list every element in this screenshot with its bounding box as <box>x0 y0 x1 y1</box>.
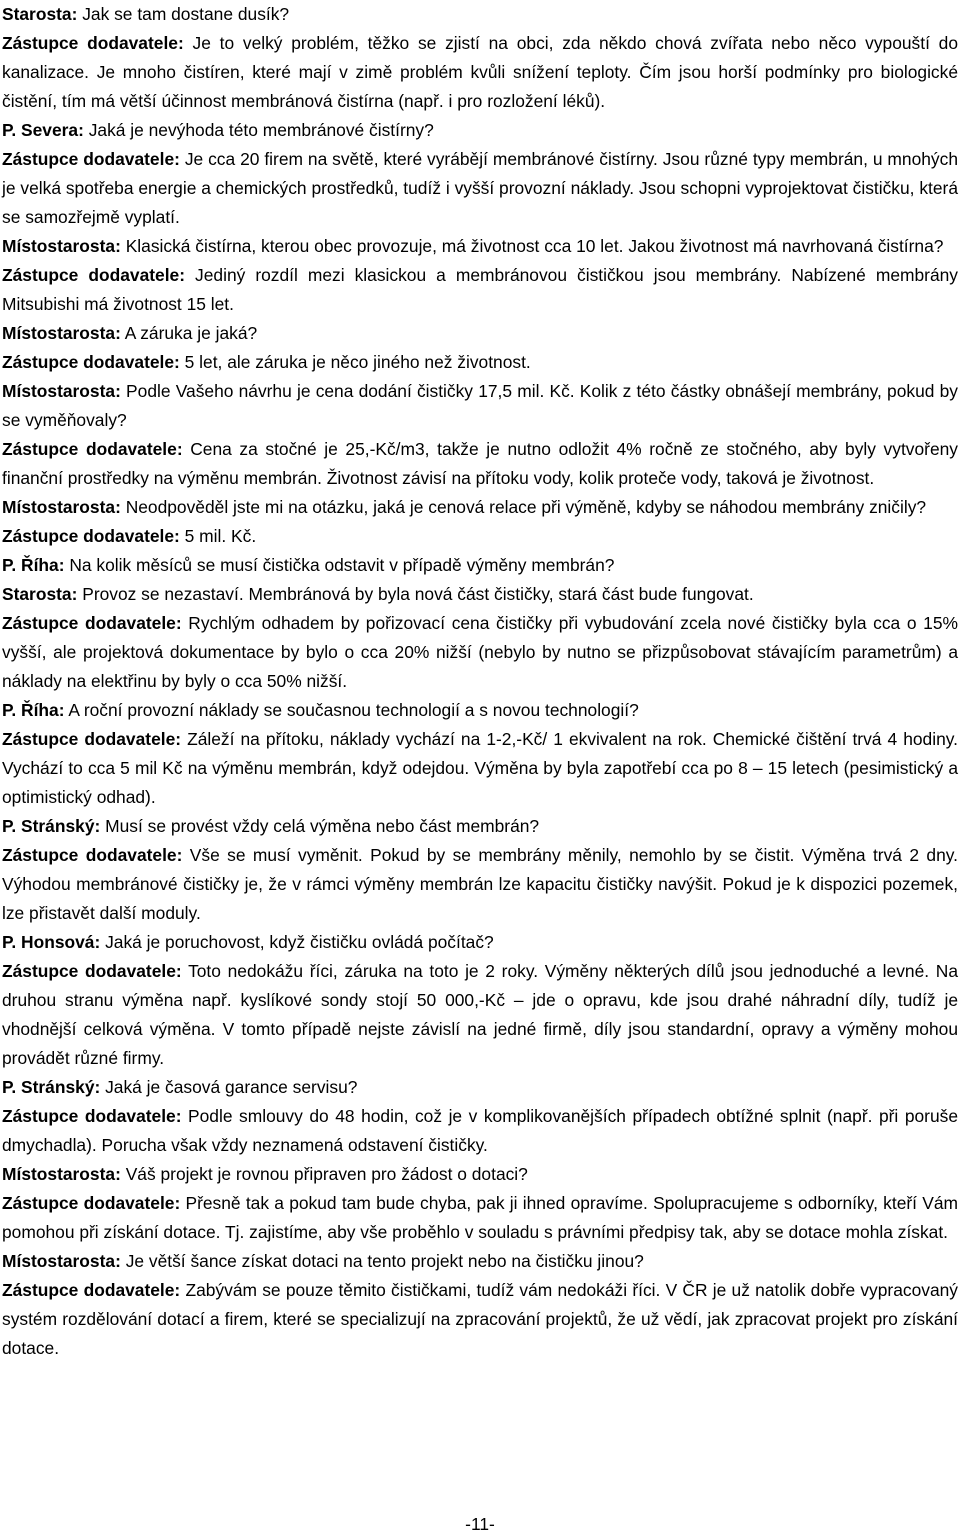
speech-text: Jaká je časová garance servisu? <box>100 1077 358 1097</box>
transcript-paragraph <box>2 725 958 812</box>
speaker-name: Zástupce dodavatele: <box>2 1106 182 1126</box>
speech-text: Záleží na přítoku, náklady vychází na 1-2,-Kč/ 1 ekvivalent na rok. Chemické čištění trvá 4 hodiny. Vychází to cca 5 mil Kč na výměnu membrán, když odejdou. Výměna by byla zapotřebí cca po 8 – 15 letech (pesimistický a optimistický odhad). <box>2 729 958 807</box>
speech-text: Cena za stočné je 25,-Kč/m3, takže je nutno odložit 4% ročně ze stočného, aby byly vytvořeny finanční prostředky na výměnu membrán. Životnost závisí na přítoku vody, kolik proteče vody, taková je životnost. <box>2 439 958 488</box>
transcript-paragraph <box>2 841 958 928</box>
speech-text: Je to velký problém, těžko se zjistí na obci, zda někdo chová zvířata nebo něco vypouští do kanalizace. Je mnoho čistíren, které mají v zimě problém kvůli snížení teploty. Čím jsou horší podmínky pro biologické čistění, tím má větší účinnost membránová čistírna (např. i pro rozložení léků). <box>2 33 958 111</box>
speaker-name: Zástupce dodavatele: <box>2 1193 181 1213</box>
transcript-paragraph <box>2 493 958 522</box>
speech-text: Musí se provést vždy celá výměna nebo část membrán? <box>100 816 540 836</box>
transcript-paragraph <box>2 1247 958 1276</box>
speaker-name: Místostarosta: <box>2 1164 121 1184</box>
transcript-paragraph <box>2 1160 958 1189</box>
speech-text: Neodpověděl jste mi na otázku, jaká je cenová relace při výměně, kdyby se náhodou membrány zničily? <box>120 497 927 517</box>
speech-text: Rychlým odhadem by pořizovací cena čističky při vybudování zcela nové čističky byla cca o 15% vyšší, ale projektová dokumentace by bylo o cca 20% nižší (nebylo by nutno se přizpůsobovat stávajícím parametrům) a náklady na elektřinu by byly o cca 50% nižší. <box>2 613 958 691</box>
transcript-paragraph <box>2 116 958 145</box>
transcript-paragraph <box>2 1073 958 1102</box>
speaker-name: Zástupce dodavatele: <box>2 265 186 285</box>
transcript-paragraph <box>2 0 958 29</box>
transcript-paragraph <box>2 551 958 580</box>
speaker-name: Místostarosta: <box>2 1251 121 1271</box>
speech-text: Jediný rozdíl mezi klasickou a membránovou čističkou jsou membrány. Nabízené membrány Mitsubishi má životnost 15 let. <box>2 265 958 314</box>
speech-text: Váš projekt je rovnou připraven pro žádost o dotaci? <box>120 1164 528 1184</box>
speaker-name: P. Říha: <box>2 700 65 720</box>
transcript-paragraph <box>2 377 958 435</box>
speaker-name: Místostarosta: <box>2 381 121 401</box>
transcript-paragraph <box>2 928 958 957</box>
transcript-paragraph <box>2 319 958 348</box>
transcript-paragraph <box>2 29 958 116</box>
speech-text: 5 let, ale záruka je něco jiného než životnost. <box>179 352 531 372</box>
transcript-paragraph <box>2 580 958 609</box>
speaker-name: P. Stránský: <box>2 816 101 836</box>
speech-text: Jaká je poruchovost, když čističku ovládá počítač? <box>100 932 494 952</box>
speaker-name: Místostarosta: <box>2 497 121 517</box>
page-number: -11- <box>465 1514 495 1534</box>
speech-text: Jak se tam dostane dusík? <box>77 4 290 24</box>
transcript-paragraph <box>2 522 958 551</box>
transcript-paragraph <box>2 261 958 319</box>
speaker-name: Zástupce dodavatele: <box>2 439 183 459</box>
speech-text: A záruka je jaká? <box>120 323 258 343</box>
transcript-paragraph <box>2 1189 958 1247</box>
speaker-name: P. Honsová: <box>2 932 101 952</box>
speech-text: Provoz se nezastaví. Membránová by byla nová část čističky, stará část bude fungovat. <box>77 584 754 604</box>
speech-text: Zabývám se pouze těmito čističkami, tudíž vám nedokáži říci. V ČR je už natolik dobře vypracovaný systém rozdělování dotací a firem, které se specializují na zpracování projektů, že už vědí, jak zpracovat projekt pro získání dotace. <box>2 1280 958 1358</box>
speaker-name: Zástupce dodavatele: <box>2 613 182 633</box>
speech-text: Je cca 20 firem na světě, které vyrábějí membránové čistírny. Jsou různé typy membrán, u mnohých je velká spotřeba energie a chemických prostředků, tudíž i vyšší provozní náklady. Jsou schopni vyprojektovat čističku, která se samozřejmě vyplatí. <box>2 149 958 227</box>
speech-text: Klasická čistírna, kterou obec provozuje, má životnost cca 10 let. Jakou životnost má navrhovaná čistírna? <box>120 236 944 256</box>
speech-text: Vše se musí vyměnit. Pokud by se membrány měnily, nemohlo by se čistit. Výměna trvá 2 dny. Výhodou membránové čističky je, že v rámci výměny membrán lze kapacitu čističky navýšit. Pokud je k dispozici pozemek, lze přistavět další moduly. <box>2 845 958 923</box>
transcript-paragraph <box>2 696 958 725</box>
speaker-name: Zástupce dodavatele: <box>2 961 182 981</box>
speaker-name: Zástupce dodavatele: <box>2 526 180 546</box>
speaker-name: Zástupce dodavatele: <box>2 352 180 372</box>
speech-text: Na kolik měsíců se musí čistička odstavit v případě výměny membrán? <box>64 555 615 575</box>
speech-text: Jaká je nevýhoda této membránové čistírny? <box>83 120 434 140</box>
speaker-name: Starosta: <box>2 584 78 604</box>
speech-text: Přesně tak a pokud tam bude chyba, pak ji ihned opravíme. Spolupracujeme s odborníky, kteří Vám pomohou při získání dotace. Tj. zajistíme, aby vše proběhlo v souladu s právními předpisy tak, aby se dotace mohla získat. <box>2 1193 958 1242</box>
speaker-name: Místostarosta: <box>2 236 121 256</box>
speaker-name: P. Severa: <box>2 120 84 140</box>
speech-text: Podle Vašeho návrhu je cena dodání čističky 17,5 mil. Kč. Kolik z této částky obnášejí membrány, pokud by se vyměňovaly? <box>2 381 958 430</box>
speech-text: Je větší šance získat dotaci na tento projekt nebo na čističku jinou? <box>120 1251 644 1271</box>
speaker-name: P. Stránský: <box>2 1077 101 1097</box>
transcript-paragraph <box>2 957 958 1073</box>
speaker-name: Zástupce dodavatele: <box>2 33 184 53</box>
transcript-paragraph <box>2 812 958 841</box>
speech-text: Podle smlouvy do 48 hodin, což je v komplikovanějších případech obtížné splnit (např. při poruše dmychadla). Porucha však vždy neznamená odstavení čističky. <box>2 1106 958 1155</box>
speaker-name: Zástupce dodavatele: <box>2 845 183 865</box>
speech-text: A roční provozní náklady se současnou technologií a s novou technologií? <box>64 700 639 720</box>
speaker-name: P. Říha: <box>2 555 65 575</box>
transcript-paragraph <box>2 348 958 377</box>
speech-text: 5 mil. Kč. <box>179 526 257 546</box>
speaker-name: Zástupce dodavatele: <box>2 1280 181 1300</box>
speaker-name: Zástupce dodavatele: <box>2 729 182 749</box>
transcript-paragraph <box>2 1102 958 1160</box>
transcript-paragraph <box>2 232 958 261</box>
speaker-name: Zástupce dodavatele: <box>2 149 180 169</box>
transcript-paragraph <box>2 145 958 232</box>
speech-text: Toto nedokážu říci, záruka na toto je 2 roky. Výměny některých dílů jsou jednoduché a levné. Na druhou stranu výměna např. kyslíkové sondy stojí 50 000,-Kč – jde o opravu, kde jsou drahé náhradní díly, tudíž je vhodnější celková výměna. V tomto případě nejste závislí na jedné firmě, díly jsou standardní, opravy a výměny mohou provádět různé firmy. <box>2 961 958 1068</box>
transcript-paragraph <box>2 1276 958 1363</box>
speaker-name: Místostarosta: <box>2 323 121 343</box>
meeting-transcript <box>2 0 958 1363</box>
speaker-name: Starosta: <box>2 4 78 24</box>
transcript-paragraph <box>2 435 958 493</box>
transcript-paragraph <box>2 609 958 696</box>
